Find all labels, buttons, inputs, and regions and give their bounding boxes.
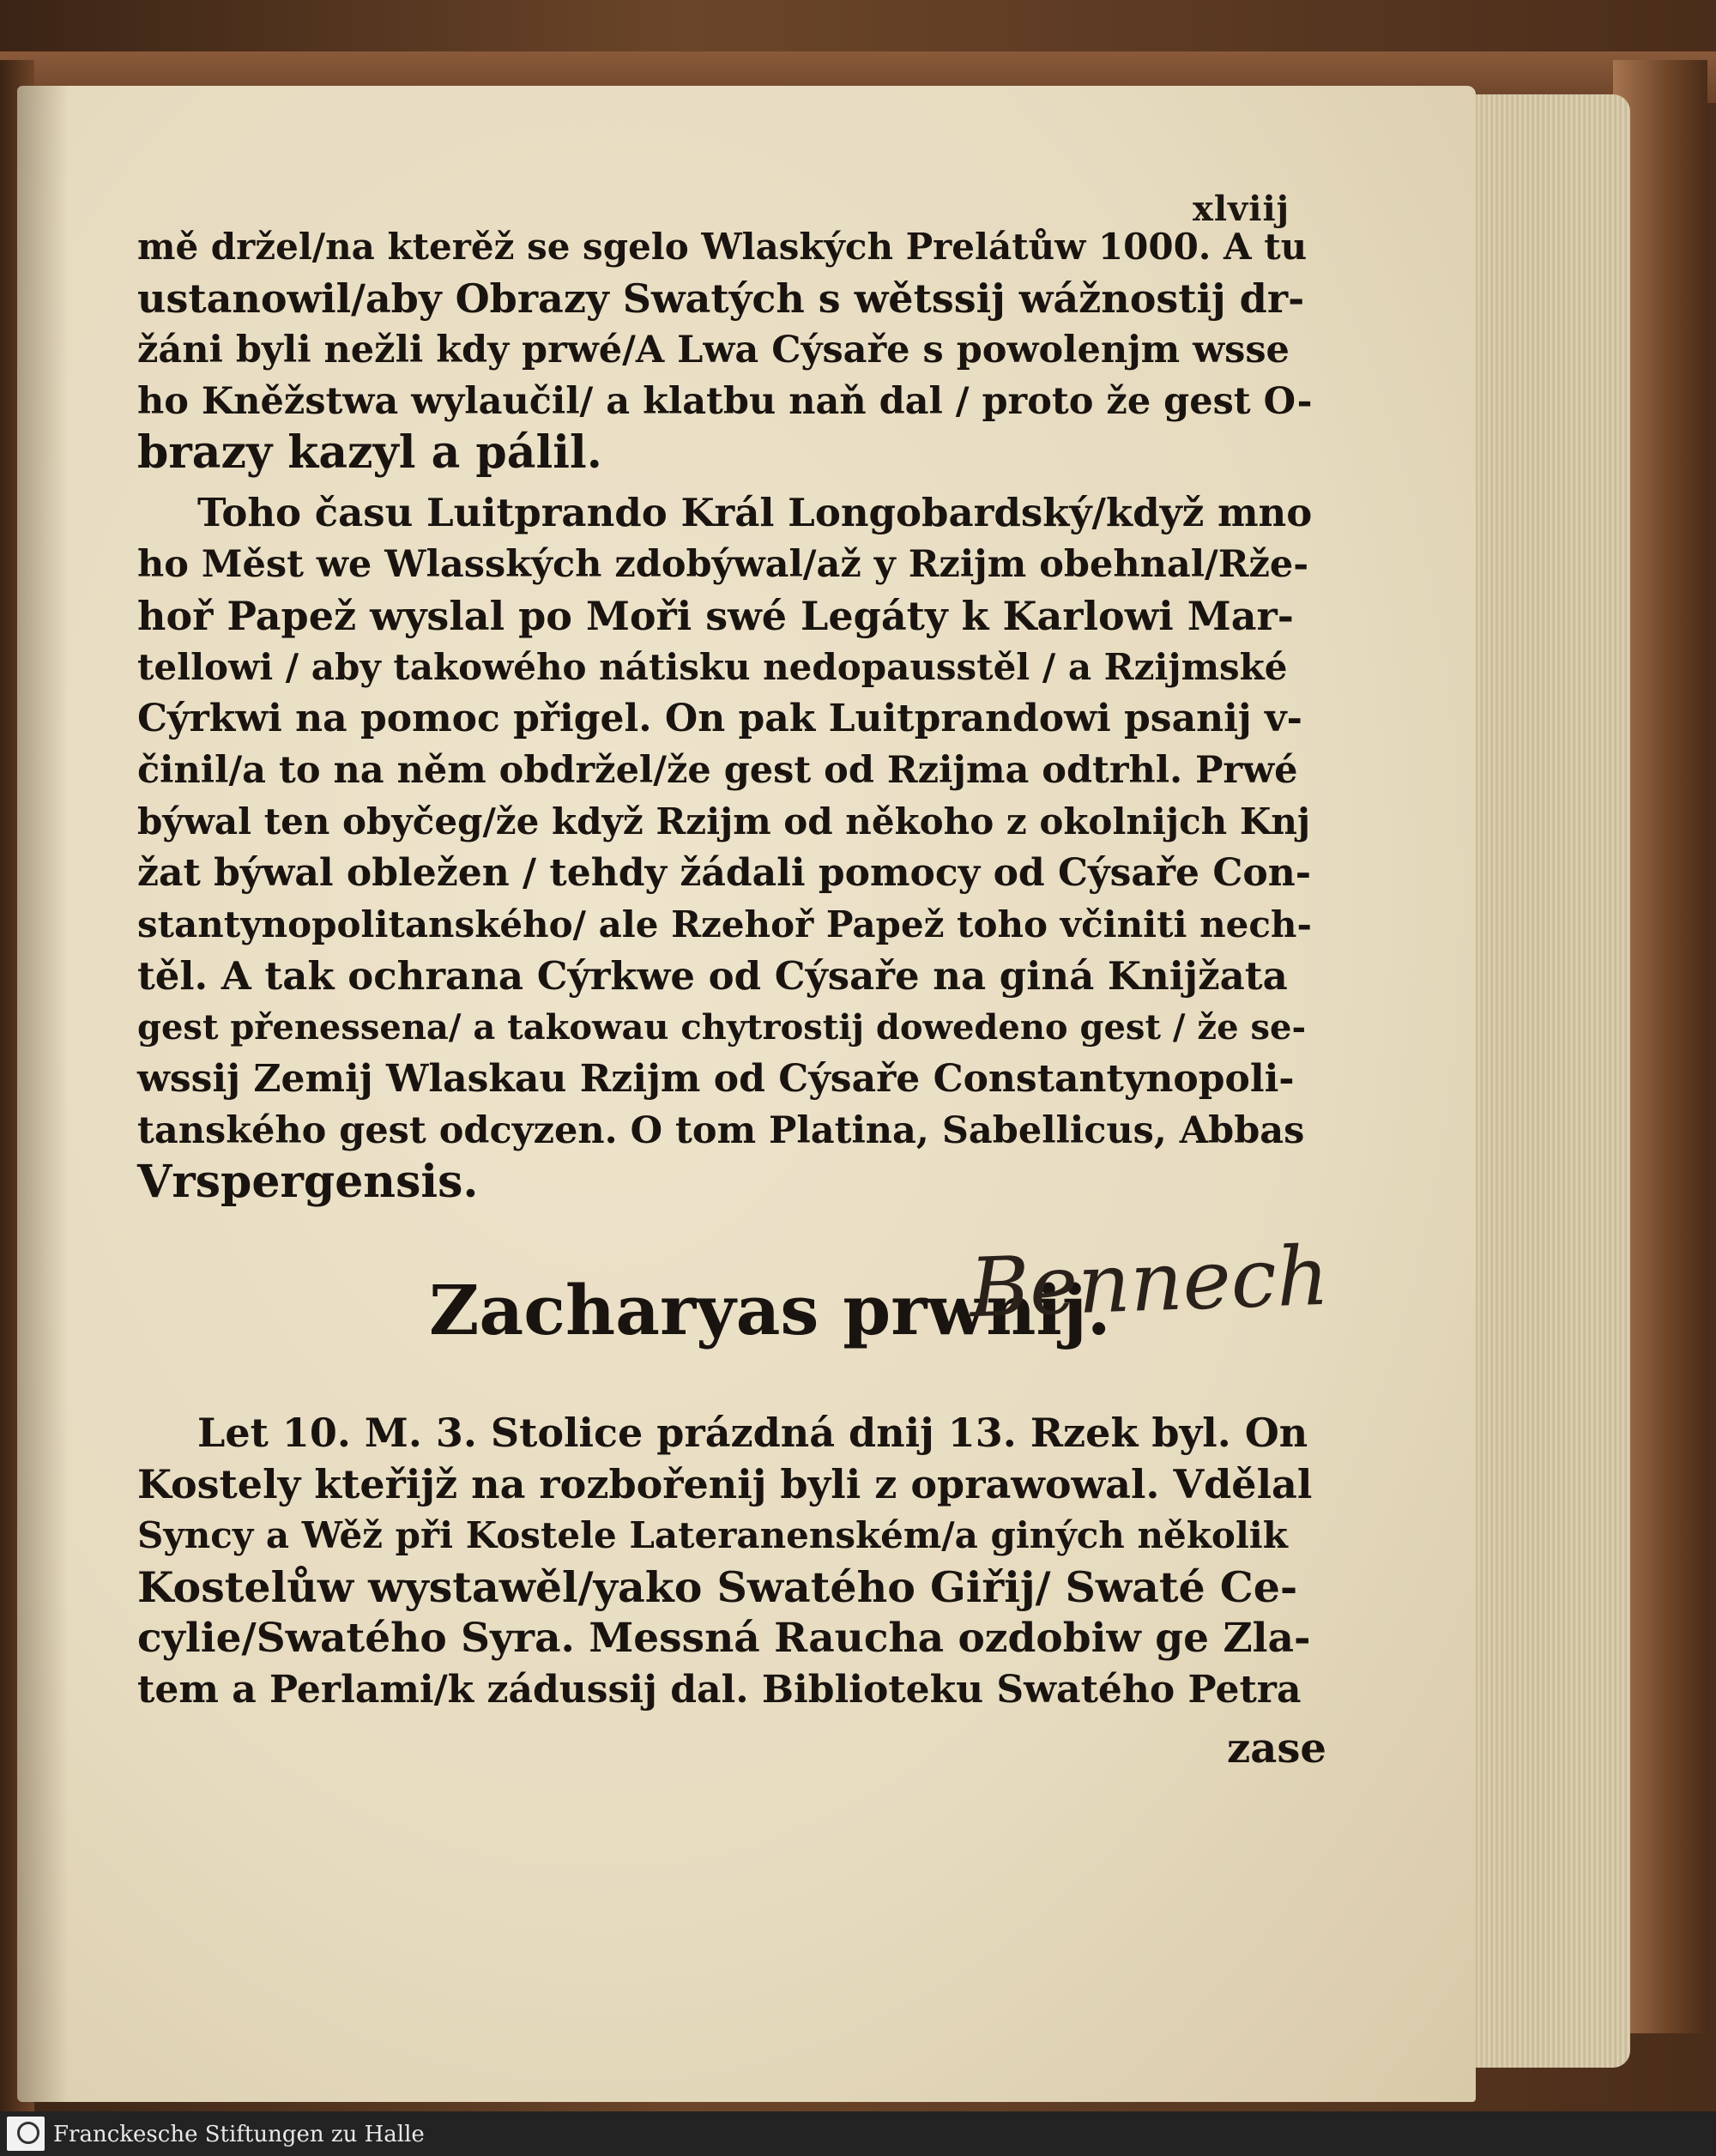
text-line: stantynopolitanského/ ale Rzehoř Papež toho včiniti nech- xyxy=(137,903,1312,945)
folio-number: xlviij xyxy=(1193,189,1290,229)
institution-name: Franckesche Stiftungen zu Halle xyxy=(53,2122,425,2147)
text-line: žat býwal obležen / tehdy žádali pomocy od Cýsaře Con- xyxy=(137,851,1311,895)
footer-bar xyxy=(0,2111,1716,2156)
text-line: Toho času Luitprando Král Longobardský/když mno xyxy=(197,490,1313,535)
catchword: zase xyxy=(1227,1724,1326,1773)
text-line: tem a Perlami/k zádussij dal. Biblioteku Swatého Petra xyxy=(137,1668,1302,1712)
section-heading: Zacharyas prwnij. xyxy=(429,1270,1111,1350)
text-line: mě držel/na kterěž se sgelo Wlaských Prelátůw 1000. A tu xyxy=(137,226,1308,268)
text-line: cylie/Swatého Syra. Messná Raucha ozdobiw ge Zla- xyxy=(137,1615,1311,1662)
text-line: Syncy a Wěž při Kostele Lateranenském/a giných několik xyxy=(137,1514,1288,1556)
institution-logo-icon xyxy=(7,2117,45,2151)
text-line: ustanowil/aby Obrazy Swatých s wětssij wážnostij dr- xyxy=(137,275,1305,322)
text-line: hoř Papež wyslal po Moři swé Legáty k Karlowi Mar- xyxy=(137,593,1294,639)
text-line: Let 10. M. 3. Stolice prázdná dnij 13. Rzek byl. On xyxy=(197,1410,1308,1456)
text-line: wssij Zemij Wlaskau Rzijm od Cýsaře Constantynopoli- xyxy=(137,1057,1295,1101)
text-line: činil/a to na něm obdržel/že gest od Rzijma odtrhl. Prwé xyxy=(137,749,1298,792)
text-line: gest přenessena/ a takowau chytrostij dowedeno gest / že se- xyxy=(137,1007,1307,1048)
text-line: Kostely kteřijž na rozbořenij byli z oprawowal. Vdělal xyxy=(137,1461,1313,1507)
text-line: brazy kazyl a pálil. xyxy=(137,426,602,479)
text-line: žáni byli nežli kdy prwé/A Lwa Cýsaře s powolenjm wsse xyxy=(137,329,1290,371)
text-line: tanského gest odcyzen. O tom Platina, Sabellicus, Abbas xyxy=(137,1109,1305,1152)
text-line: ho Kněžstwa wylaučil/ a klatbu naň dal / proto že gest O- xyxy=(137,380,1313,423)
handwritten-signature: Bennech xyxy=(968,1229,1331,1337)
text-line: ho Měst we Wlasských zdobýwal/až y Rzijm obehnal/Rže- xyxy=(137,543,1309,586)
text-line: tellowi / aby takowého nátisku nedopausstěl / a Rzijmské xyxy=(137,646,1288,688)
text-line: býwal ten obyčeg/že když Rzijm od někoho z okolnijch Knj xyxy=(137,800,1311,842)
text-line: těl. A tak ochrana Cýrkwe od Cýsaře na giná Knijžata xyxy=(137,953,1288,999)
page-gutter-shadow xyxy=(17,86,69,2102)
page-edges xyxy=(1459,94,1630,2068)
text-line: Kostelůw wystawěl/yako Swatého Giřij/ Swaté Ce- xyxy=(137,1562,1298,1612)
text-line: Cýrkwi na pomoc přigel. On pak Luitprandowi psanij v- xyxy=(137,697,1302,740)
text-line: Vrspergensis. xyxy=(137,1156,479,1208)
